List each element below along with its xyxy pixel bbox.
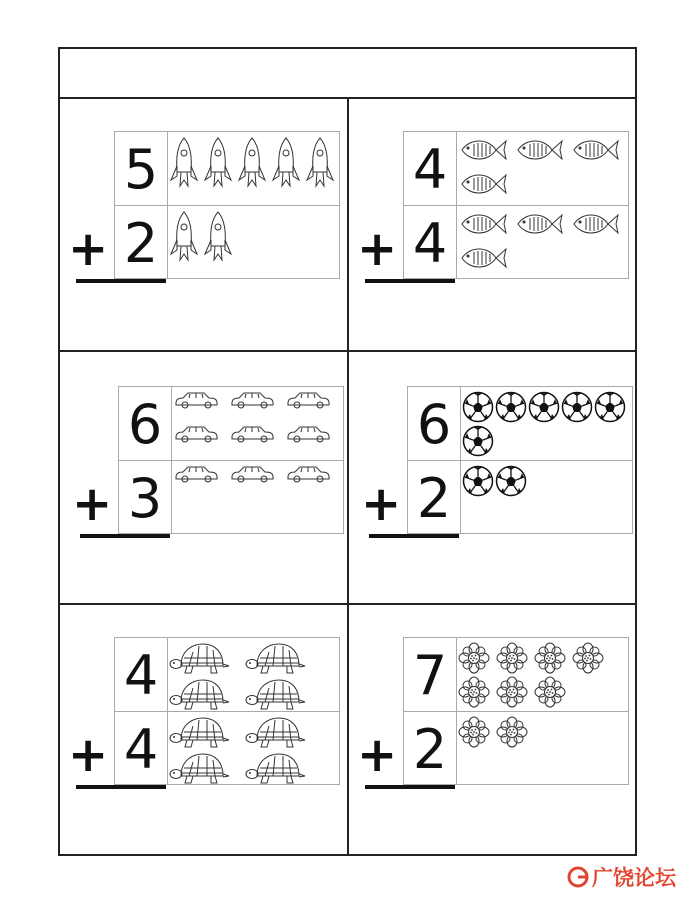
fish-icon <box>458 210 514 242</box>
problem-cell <box>60 99 349 352</box>
soccer-ball-icon <box>462 391 495 424</box>
icon-group-bottom <box>462 465 632 533</box>
flower-icon <box>496 716 534 750</box>
row-divider <box>115 205 339 206</box>
worksheet-header <box>60 49 635 99</box>
row-divider <box>404 711 628 712</box>
fish-icon <box>458 136 514 168</box>
addend-top: 4 <box>412 138 448 201</box>
ten-frame-box <box>403 637 629 785</box>
plus-sign: + <box>357 221 398 277</box>
answer-underline <box>80 534 170 538</box>
fish-icon <box>458 170 514 202</box>
turtle-icon <box>169 678 245 714</box>
car-icon <box>229 425 285 449</box>
car-icon <box>285 465 341 489</box>
turtle-icon <box>245 678 321 714</box>
answer-underline <box>76 785 166 789</box>
turtle-icon <box>169 752 245 788</box>
plus-sign: + <box>72 476 113 532</box>
addend-bottom: 4 <box>412 212 448 275</box>
fish-icon <box>570 210 626 242</box>
ten-frame-box <box>407 386 633 534</box>
addend-top: 6 <box>127 393 163 456</box>
flower-icon <box>534 676 572 710</box>
car-icon <box>173 425 229 449</box>
icon-group-top <box>458 642 628 710</box>
turtle-icon <box>169 642 245 678</box>
rocket-icon <box>203 136 237 194</box>
addend-top: 7 <box>412 644 448 707</box>
addend-top: 6 <box>416 393 452 456</box>
flower-icon <box>458 642 496 676</box>
answer-underline <box>365 785 455 789</box>
icon-group-top <box>169 642 339 710</box>
problem-cell <box>349 605 637 856</box>
addend-top: 5 <box>123 138 159 201</box>
flower-icon <box>458 676 496 710</box>
row-divider <box>119 460 343 461</box>
answer-underline <box>365 279 455 283</box>
fish-icon <box>514 210 570 242</box>
watermark-logo <box>566 862 676 892</box>
rocket-icon <box>169 136 203 194</box>
flower-icon <box>458 716 496 750</box>
icon-group-top <box>169 136 339 204</box>
fish-icon <box>514 136 570 168</box>
watermark-mark-icon <box>566 865 590 889</box>
soccer-ball-icon <box>528 391 561 424</box>
rocket-icon <box>305 136 339 194</box>
problem-cell <box>60 605 349 856</box>
icon-group-bottom <box>169 210 339 278</box>
rocket-icon <box>169 210 203 268</box>
soccer-ball-icon <box>594 391 627 424</box>
problem-grid <box>60 99 635 856</box>
car-icon <box>229 391 285 415</box>
soccer-ball-icon <box>561 391 594 424</box>
plus-sign: + <box>68 727 109 783</box>
icon-group-top <box>458 136 628 204</box>
addend-bottom: 2 <box>123 212 159 275</box>
icon-group-bottom <box>173 465 343 533</box>
car-icon <box>285 391 341 415</box>
icon-group-top <box>173 391 343 459</box>
icon-group-top <box>462 391 632 459</box>
flower-icon <box>534 642 572 676</box>
turtle-icon <box>245 752 321 788</box>
flower-icon <box>496 676 534 710</box>
problem-cell <box>349 352 637 605</box>
plus-sign: + <box>357 727 398 783</box>
addend-bottom: 4 <box>123 718 159 781</box>
addend-bottom: 2 <box>412 718 448 781</box>
problem-cell <box>60 352 349 605</box>
soccer-ball-icon <box>462 465 495 498</box>
soccer-ball-icon <box>462 425 495 458</box>
ten-frame-box <box>114 131 340 279</box>
answer-underline <box>76 279 166 283</box>
addend-top: 4 <box>123 644 159 707</box>
icon-group-bottom <box>169 716 339 784</box>
plus-sign: + <box>68 221 109 277</box>
addend-bottom: 2 <box>416 467 452 530</box>
fish-icon <box>458 244 514 276</box>
rocket-icon <box>237 136 271 194</box>
icon-group-bottom <box>458 716 628 784</box>
flower-icon <box>572 642 610 676</box>
problem-cell <box>349 99 637 352</box>
car-icon <box>285 425 341 449</box>
turtle-icon <box>245 716 321 752</box>
plus-sign: + <box>361 476 402 532</box>
answer-underline <box>369 534 459 538</box>
car-icon <box>173 465 229 489</box>
soccer-ball-icon <box>495 465 528 498</box>
rocket-icon <box>203 210 237 268</box>
fish-icon <box>570 136 626 168</box>
ten-frame-box <box>403 131 629 279</box>
addend-bottom: 3 <box>127 467 163 530</box>
car-icon <box>173 391 229 415</box>
rocket-icon <box>271 136 305 194</box>
worksheet <box>58 47 637 856</box>
icon-group-bottom <box>458 210 628 278</box>
soccer-ball-icon <box>495 391 528 424</box>
ten-frame-box <box>114 637 340 785</box>
row-divider <box>404 205 628 206</box>
turtle-icon <box>169 716 245 752</box>
row-divider <box>408 460 632 461</box>
car-icon <box>229 465 285 489</box>
turtle-icon <box>245 642 321 678</box>
watermark-text: 广饶论坛 <box>592 866 676 890</box>
ten-frame-box <box>118 386 344 534</box>
flower-icon <box>496 642 534 676</box>
